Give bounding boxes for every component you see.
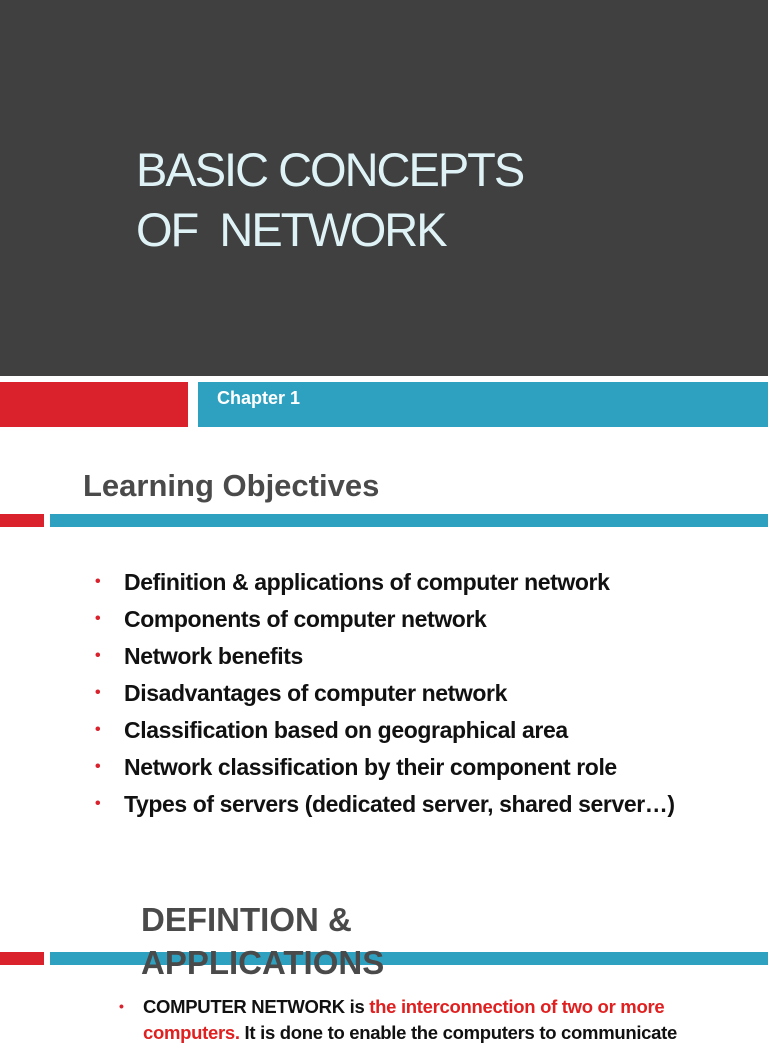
- list-item: [95, 679, 715, 708]
- definition-text: [119, 994, 719, 1046]
- objective-text: Classification based on geographical area: [124, 717, 568, 743]
- accent-band-blue: [50, 514, 768, 527]
- list-item: [95, 753, 715, 782]
- slide-title: Learning Objectives: [83, 468, 380, 503]
- list-item: [95, 716, 715, 745]
- definition-slide: [0, 866, 768, 1043]
- list-item: [95, 790, 715, 819]
- title-line-2: OF NETWORK: [136, 203, 446, 256]
- definition-continuation: It is done to enable the computers to communicate: [239, 1022, 678, 1043]
- objective-text: Types of servers (dedicated server, shared server…): [124, 791, 675, 817]
- presentation-title: [136, 140, 523, 260]
- definition-term: COMPUTER NETWORK is: [143, 996, 370, 1017]
- chapter-label: Chapter 1: [217, 388, 301, 408]
- definition-highlight: the interconnection of two or more computers.: [143, 996, 665, 1043]
- list-item: [95, 605, 715, 634]
- objective-text: Disadvantages of computer network: [124, 680, 507, 706]
- bullet-icon: •: [95, 758, 101, 775]
- objectives-list: [95, 568, 715, 827]
- definition-paragraph: [119, 994, 719, 1046]
- bullet-icon: •: [95, 573, 101, 590]
- bullet-icon: •: [95, 610, 101, 627]
- bullet-icon: •: [95, 684, 101, 701]
- bullet-icon: •: [95, 647, 101, 664]
- accent-band-red: [0, 514, 44, 527]
- objective-text: Network classification by their component role: [124, 754, 617, 780]
- bullet-icon: •: [119, 998, 124, 1014]
- title-slide: [0, 0, 768, 428]
- bullet-icon: •: [95, 721, 101, 738]
- accent-band-red: [0, 952, 44, 965]
- bullet-icon: •: [95, 795, 101, 812]
- slide-title: DEFINTION & APPLICATIONS: [141, 901, 385, 981]
- accent-band-red: [0, 382, 188, 427]
- objective-text: Definition & applications of computer network: [124, 569, 610, 595]
- title-line-1: BASIC CONCEPTS: [136, 143, 524, 196]
- objective-text: Components of computer network: [124, 606, 487, 632]
- list-item: [95, 568, 715, 597]
- learning-objectives-slide: [0, 428, 768, 866]
- objective-text: Network benefits: [124, 643, 303, 669]
- list-item: [95, 642, 715, 671]
